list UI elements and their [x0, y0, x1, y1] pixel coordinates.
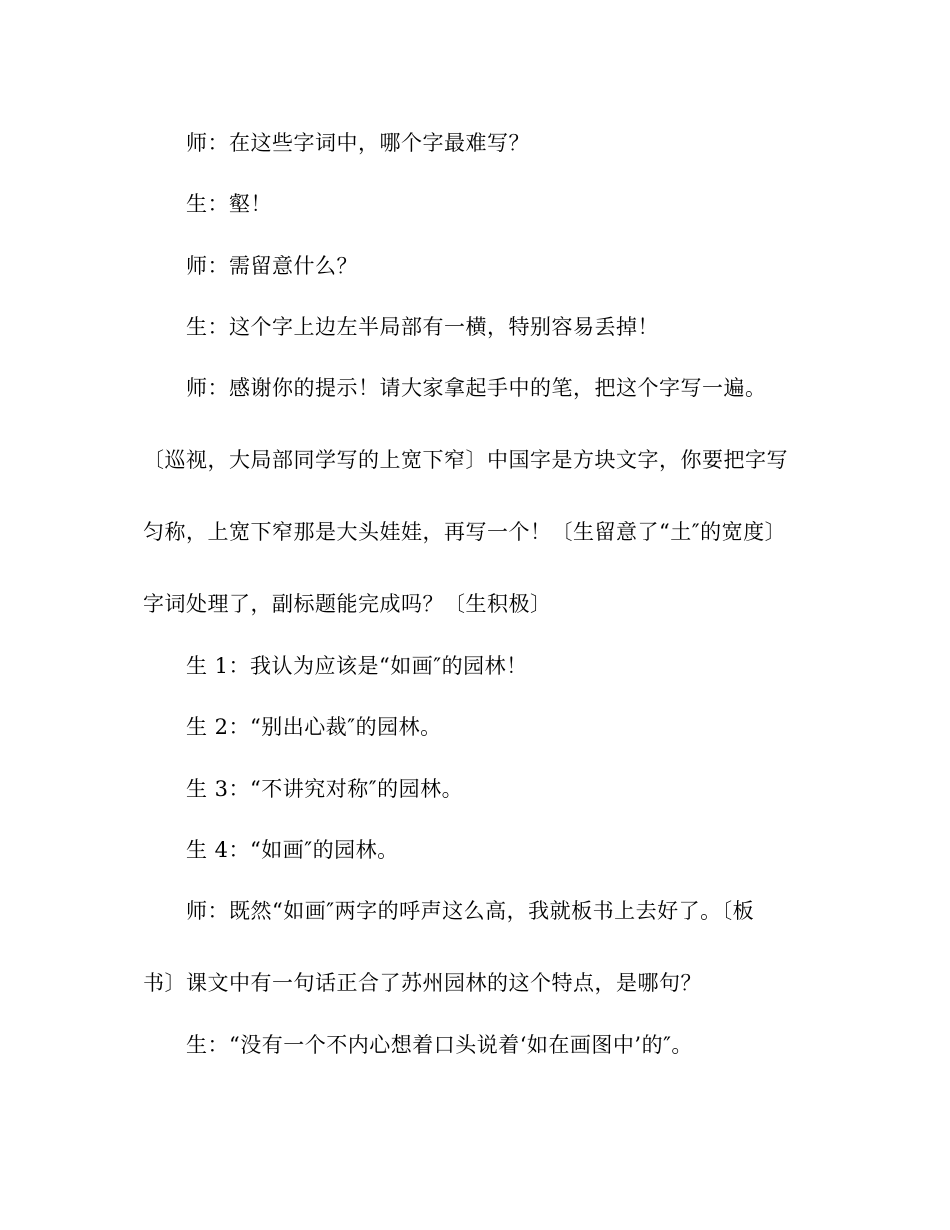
dialogue-line-student-4: 生 4：“如画″的园林。	[186, 838, 399, 862]
paragraph-line-continuation: 书〕课文中有一句话正合了苏州园林的这个特点，是哪句？	[143, 971, 702, 995]
dialogue-line-teacher-blackboard: 师：既然“如画″两字的呼声这么高，我就板书上去好了。〔板	[186, 899, 755, 923]
dialogue-line-student-3: 生 3：“不讲究对称″的园林。	[186, 777, 464, 801]
dialogue-line-teacher-question: 师：在这些字词中，哪个字最难写？	[186, 131, 530, 155]
dialogue-line-student-explanation: 生：这个字上边左半局部有一横，特别容易丢掉！	[186, 315, 659, 339]
dialogue-line-student-2: 生 2：“别出心裁″的园林。	[186, 715, 442, 739]
paragraph-line-continuation: 字词处理了，副标题能完成吗？〔生积极〕	[143, 592, 552, 616]
dialogue-line-student-quote: 生：“没有一个不内心想着口头说着‘如在画图中’的″。	[186, 1033, 693, 1057]
dialogue-line-student-1: 生 1：我认为应该是“如画″的园林！	[186, 654, 528, 678]
dialogue-line-teacher-instruction: 师：感谢你的提示！请大家拿起手中的笔，把这个字写一遍。	[186, 376, 767, 400]
dialogue-line-teacher-followup: 师：需留意什么？	[186, 254, 358, 278]
dialogue-line-student-answer: 生：壑！	[186, 192, 272, 216]
paragraph-line-continuation: 〔巡视，大局部同学写的上宽下窄〕中国字是方块文字，你要把字写	[143, 448, 788, 472]
paragraph-line-continuation: 匀称，上宽下窄那是大头娃娃，再写一个！〔生留意了“土″的宽度〕	[143, 520, 787, 544]
